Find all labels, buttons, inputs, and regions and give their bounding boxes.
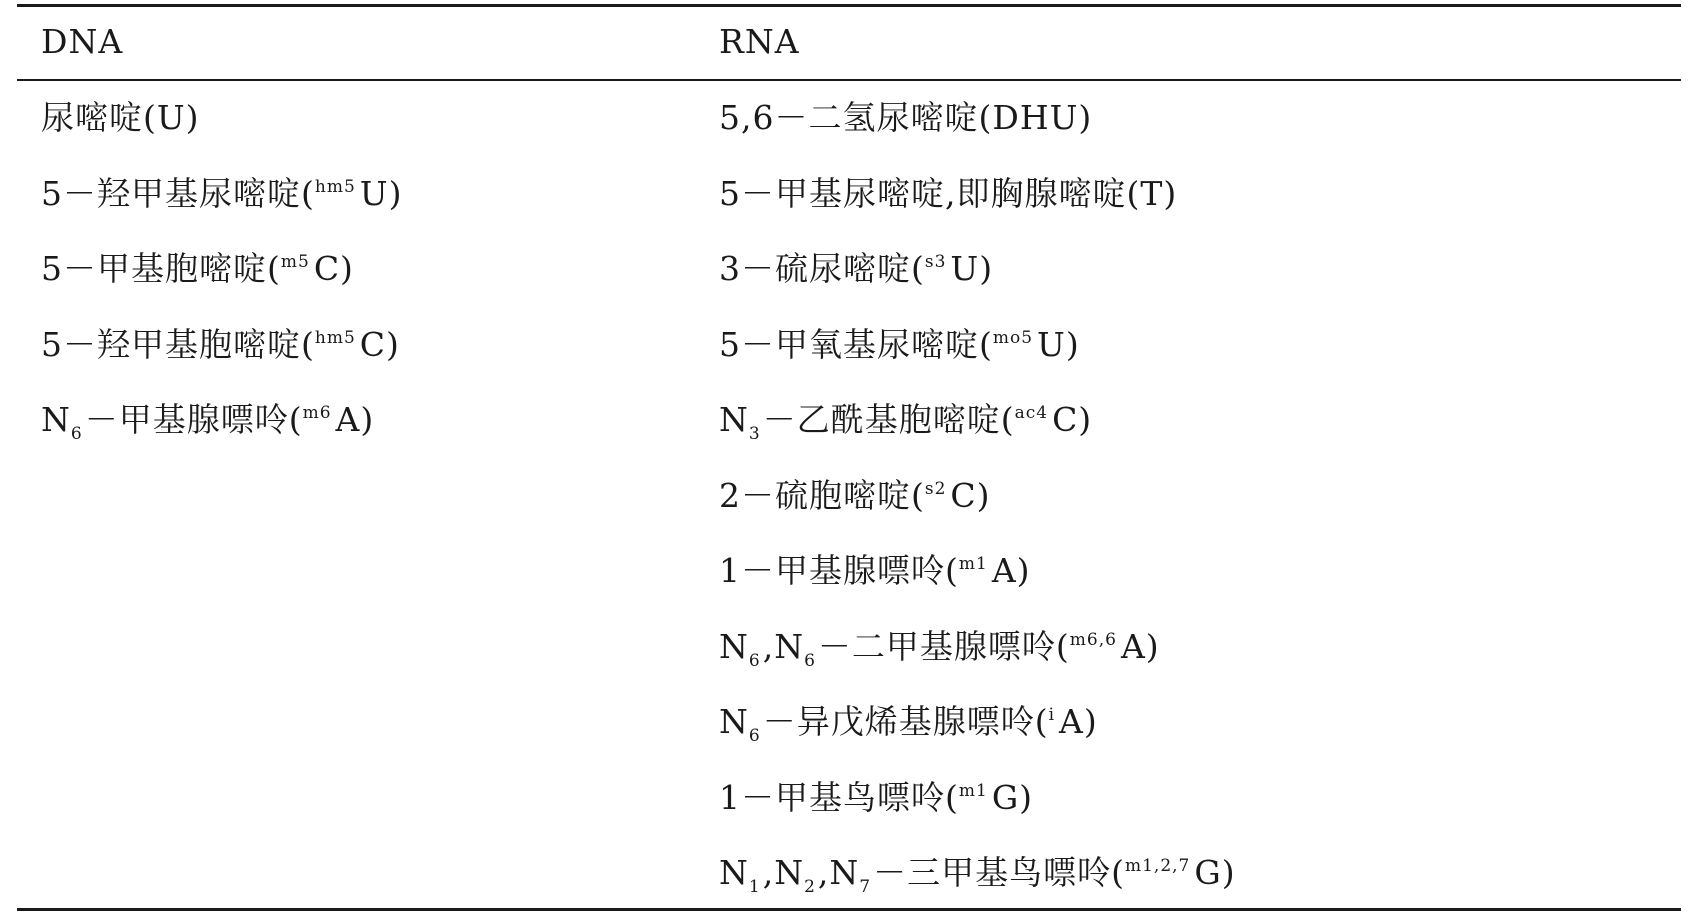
rna-row: 5,6－二氢尿嘧啶(DHU) [719,98,1093,137]
dna-row: 5－羟甲基胞嘧啶($^{hm5}$ C) [41,325,400,364]
rna-row: 1－甲基鸟嘌呤($^{m1}$ G) [719,778,1034,817]
dna-row: $N_6-$甲基腺嘌呤($^{m6}$ A) [41,400,375,444]
dna-row: 尿嘧啶(U) [41,98,200,137]
rna-row: 2－硫胞嘧啶($^{s2}$ C) [719,476,991,515]
rna-row: $N_6,N_6-$二甲基腺嘌呤($^{m6,6}$ A) [719,627,1160,671]
rna-row: $N_6-$异戊烯基腺嘌呤($^i$ A) [719,702,1098,746]
dna-row: 5－羟甲基尿嘧啶($^{hm5}$ U) [41,174,403,213]
rna-row: 3－硫尿嘧啶($^{s3}$ U) [719,249,994,288]
rna-row: 1－甲基腺嘌呤($^{m1}$ A) [719,551,1031,590]
top-rule [17,4,1681,7]
bottom-rule [17,908,1681,911]
rna-row: 5－甲氧基尿嘧啶($^{mo5}$ U) [719,325,1080,364]
header-dna: DNA [41,22,124,61]
rna-row: $N_1,N_2,N_7-$三甲基鸟嘌呤($^{m1,2,7}$ G) [719,853,1236,897]
header-rule [17,79,1681,81]
header-rna: RNA [719,22,800,61]
rna-row: 5－甲基尿嘧啶,即胸腺嘧啶(T) [719,174,1178,213]
dna-row: 5－甲基胞嘧啶($^{m5}$ C) [41,249,354,288]
rna-row: $N_3-$乙酰基胞嘧啶($^{ac4}$ C) [719,400,1093,444]
nucleoside-table [17,0,1681,917]
